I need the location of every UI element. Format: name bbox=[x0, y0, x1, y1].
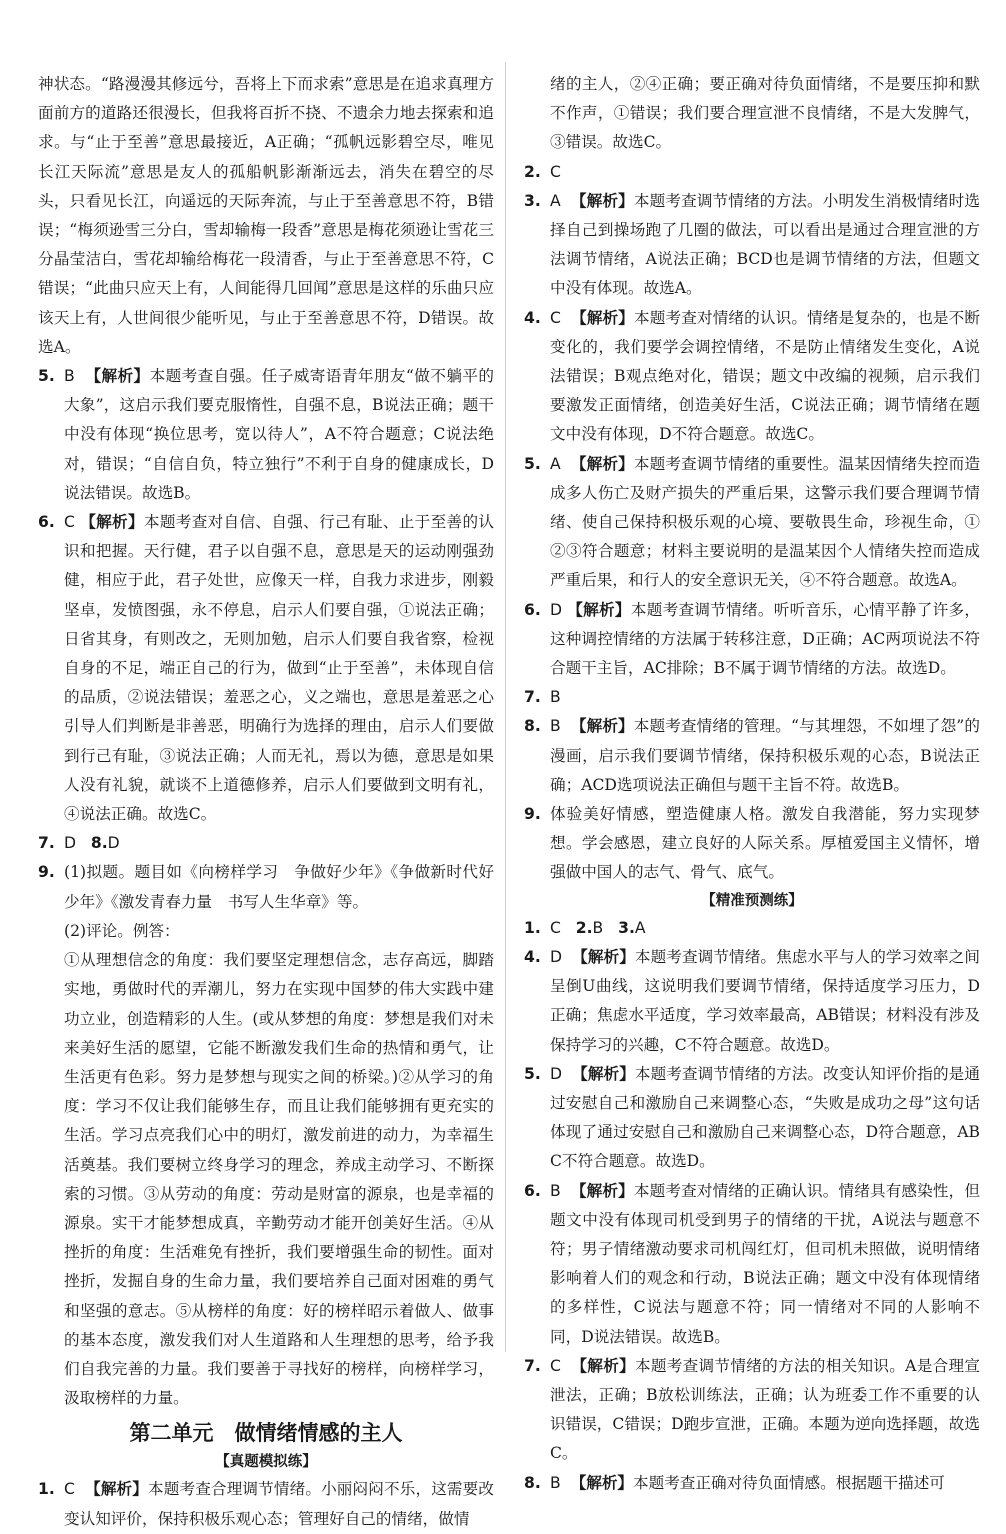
question-5 bbox=[38, 362, 494, 508]
answer-letter: A bbox=[550, 191, 561, 210]
answer-letter: C bbox=[64, 1480, 75, 1499]
question-number: 7. bbox=[38, 834, 55, 853]
answer-letter: D bbox=[550, 947, 563, 966]
analysis-text: 本题考查调节情绪的方法。小明发生消极情绪时选择自己到操场跑了几圈的做法，可以看出是通过合理宣泄的方法调节情绪，A说法正确；BCD也是调节情绪的方法，但题文中没有体现。故选A。 bbox=[550, 191, 980, 298]
answer-letter: B bbox=[64, 367, 75, 386]
analysis-tag: 【解析】 bbox=[570, 454, 634, 473]
analysis-tag: 【解析】 bbox=[80, 513, 144, 532]
predict-question-6 bbox=[524, 1177, 980, 1352]
analysis-text: 本题考查正确对待负面情感。根据题干描述可 bbox=[633, 1473, 945, 1492]
answer-letter: C bbox=[550, 918, 561, 937]
section-title: 【精准预测练】 bbox=[701, 892, 803, 909]
question-number: 6. bbox=[524, 600, 541, 619]
answer-letter: C bbox=[550, 162, 561, 181]
question-number: 6. bbox=[38, 513, 55, 532]
question-number: 2. bbox=[575, 918, 593, 937]
answer-letter: C bbox=[550, 308, 561, 327]
question-number: 3. bbox=[524, 191, 541, 210]
analysis-text: 本题考查调节情绪的重要性。温某因情绪失控而造成多人伤亡及财产损失的严重后果，这警示我们要合理调节情绪、使自己保持积极乐观的心境、要敬畏生命，珍视生命，①②③符合题意；材料主要说明的是温某因个人情绪失控而造成严重后果，和行人的安全意识无关，④不符合题意。故选A。 bbox=[550, 454, 980, 590]
question-number: 5. bbox=[38, 367, 55, 386]
analysis-tag: 【解析】 bbox=[85, 367, 150, 386]
analysis-tag: 【解析】 bbox=[572, 947, 635, 966]
question-number: 8. bbox=[524, 1473, 541, 1492]
question-number: 7. bbox=[524, 1356, 541, 1375]
predict-question-7 bbox=[524, 1352, 980, 1469]
unit2-question-1 bbox=[38, 1475, 494, 1533]
analysis-text: 本题考查调节情绪。焦虑水平与人的学习效率之间呈倒U曲线，这说明我们要调节情绪，保持适度学习压力，D正确；焦虑水平适度，学习效率最高，AB错误；材料没有涉及保持学习的兴趣，C不符合题意。故选D。 bbox=[550, 947, 980, 1054]
question-number: 4. bbox=[524, 947, 541, 966]
column-divider bbox=[505, 62, 506, 1352]
analysis-tag: 【解析】 bbox=[570, 717, 634, 736]
section-title: 【真题模拟练】 bbox=[215, 1454, 317, 1471]
question-6 bbox=[524, 596, 980, 684]
analysis-text: 本题考查情绪的管理。“与其埋怨，不如埋了怨”的漫画，启示我们要调节情绪，保持积极乐观的心态，B说法正确；ACD选项说法正确但与题干主旨不符。故选B。 bbox=[550, 717, 980, 794]
question-number: 1. bbox=[524, 918, 541, 937]
question-7-8 bbox=[38, 829, 494, 858]
answer-letter: D bbox=[64, 834, 77, 853]
analysis-tag: 【解析】 bbox=[567, 600, 631, 619]
analysis-text: 本题考查对情绪的认识。情绪是复杂的，也是不断变化的，我们要学会调控情绪，不是防止情绪发生变化，A说法错误；B观点绝对化，错误；题文中改编的视频，启示我们要激发正面情绪，创造美好生活，C说法正确；调节情绪在题文中没有体现，D不符合题意。故选C。 bbox=[550, 308, 980, 444]
predict-question-8 bbox=[524, 1469, 980, 1498]
question-3 bbox=[524, 187, 980, 304]
continued-explanation: 神状态。“路漫漫其修远兮，吾将上下而求索”意思是在追求真理方面前方的道路还很漫长，但我将百折不挠、不遗余力地去探索和追求。与“止于至善”意思最接近，A正确；“孤帆远影碧空尽，唯见长江天际流”意思是友人的孤船帆影渐渐远去，消失在碧空的尽头，只看见长江，向遥远的天际奔流，与止于至善意思不符，B错误；“梅须逊雪三分白，雪却输梅一段香”意思是梅花须逊让雪花三分晶莹洁白，雪花却输给梅花一段清香，与止于至善意思不符，C错误；“此曲只应天上有，人间能得几回闻”意思是这样的乐曲只应该天上有，人世间很少能听见，与止于至善意思不符，D错误。故选A。 bbox=[38, 75, 494, 356]
analysis-text: 本题考查调节情绪。听听音乐，心情平静了许多，这种调控情绪的方法属于转移注意，D正确；AC两项说法不符合题干主旨，AC排除；B不属于调节情绪的方法。故选D。 bbox=[550, 600, 980, 678]
analysis-tag: 【解析】 bbox=[570, 1181, 634, 1200]
answer-part-2: (2)评论。例答： bbox=[64, 921, 180, 940]
question-number: 9. bbox=[524, 805, 541, 824]
question-number: 3. bbox=[618, 918, 635, 937]
answer-letter: B bbox=[550, 1181, 561, 1200]
question-number: 9. bbox=[38, 863, 55, 882]
question-5 bbox=[524, 450, 980, 596]
answer-letter: B bbox=[550, 688, 561, 707]
answer-letter: D bbox=[550, 600, 563, 619]
answer-part-1: (1)拟题。题目如《向榜样学习 争做好少年》《争做新时代好少年》《激发青春力量 书写人生华章》等。 bbox=[64, 863, 494, 911]
answer-part-3: ①从理想信念的角度：我们要坚定理想信念，志存高远，脚踏实地，勇做时代的弄潮儿，努力在实现中国梦的伟大实践中建功立业，创造精彩的人生。(或从梦想的角度：梦想是我们对未来美好生活的愿望，它能不断激发我们生命的热情和勇气，让生活更有色彩。努力是梦想与现实之间的桥梁。)②从学习的角度：学习不仅让我们能够生存，而且让我们能够拥有更充实的生活。学习点亮我们心中的明灯，激发前进的动力，为幸福生活奠基。我们要树立终身学习的理念，养成主动学习、不断探索的习惯。③从劳动的角度：劳动是财富的源泉，也是幸福的源泉。实干才能梦想成真，辛勤劳动才能开创美好生活。④从挫折的角度：生活难免有挫折，我们要增强生命的韧性。面对挫折，发掘自身的生命力量，我们要培养自己面对困难的勇气和坚强的意志。⑤从榜样的角度：好的榜样昭示着做人、做事的基本态度，激发我们对人生道路和人生理想的思考，给予我们自我完善的力量。我们要善于寻找好的榜样，向榜样学习，汲取榜样的力量。 bbox=[64, 951, 494, 1408]
question-2 bbox=[524, 158, 980, 187]
question-4 bbox=[524, 304, 980, 450]
answer-letter: A bbox=[634, 918, 646, 937]
answer-letter: C bbox=[64, 513, 75, 532]
analysis-text: 本题考查调节情绪的方法的相关知识。A是合理宣泄法，正确；B放松训练法，正确；认为班委工作不重要的认识错误，C错误；D跑步宣泄，正确。本题为逆向选择题，故选C。 bbox=[550, 1356, 980, 1463]
analysis-text: 本题考查对自信、自强、行己有耻、止于至善的认识和把握。天行健，君子以自强不息，意思是天的运动刚强劲健，相应于此，君子处世，应像天一样，自我力求进步，刚毅坚卓，发愤图强，永不停息，启示人们要自强，①说法正确；日省其身，有则改之，无则加勉，启示人们要自我省察，检视自身的不足，端正自己的行为，做到“止于至善”，未体现自信的品质，②说法错误；羞恶之心，义之端也，意思是羞恶之心引导人们判断是非善恶，明确行为选择的理由，启示人们要做到行己有耻，③说法正确；人而无礼，焉以为德，意思是如果人没有礼貌，就谈不上道德修养，启示人们要做到文明有礼，④说法正确。故选C。 bbox=[64, 513, 494, 824]
continued-explanation: 绪的主人，②④正确；要正确对待负面情绪，不是要压抑和默不作声，①错误；我们要合理宣泄不良情绪，不是大发脾气，③错误。故选C。 bbox=[550, 75, 980, 152]
analysis-text: 本题考查自强。任子威寄语青年朋友“做不躺平的大象”，这启示我们要克服惰性，自强不息，B说法正确；题干中没有体现“换位思考，宽以待人”，A不符合题意；C说法绝对，错误；“自信自负，特立独行”不利于自身的健康成长，D说法错误。故选B。 bbox=[64, 367, 494, 502]
question-6 bbox=[38, 508, 494, 829]
answer-letter: D bbox=[550, 1064, 563, 1083]
question-1-2-3 bbox=[524, 914, 980, 943]
answer-letter: C bbox=[550, 1356, 561, 1375]
question-9 bbox=[524, 800, 980, 888]
analysis-tag: 【解析】 bbox=[570, 1473, 634, 1492]
analysis-tag: 【解析】 bbox=[571, 1356, 635, 1375]
question-number: 5. bbox=[524, 454, 541, 473]
question-number: 5. bbox=[524, 1064, 541, 1083]
analysis-text: 本题考查合理调节情绪。小丽闷闷不乐，这需要改变认知评价，保持积极乐观心态；管理好自己的情绪，做情 bbox=[64, 1480, 494, 1528]
question-number: 4. bbox=[524, 308, 541, 327]
analysis-tag: 【解析】 bbox=[572, 1064, 635, 1083]
question-number: 2. bbox=[524, 162, 541, 181]
unit-title: 第二单元 做情绪情感的主人 bbox=[129, 1421, 403, 1446]
analysis-tag: 【解析】 bbox=[571, 308, 635, 327]
analysis-text: 本题考查对情绪的正确认识。情绪具有感染性，但题文中没有体现司机受到男子的情绪的干扰，A说法与题意不符；男子情绪激动要求司机闯红灯，但司机未照做，说明情绪影响着人们的观念和行动，B说法正确；题文中没有体现情绪的多样性，C说法与题意不符；同一情绪对不同的人影响不同，D说法错误。故选B。 bbox=[550, 1181, 980, 1346]
analysis-text: 本题考查调节情绪的方法。改变认知评价指的是通过安慰自己和激励自己来调整心态，“失败是成功之母”这句话体现了通过安慰自己和激励自己来调整心态，D符合题意，ABC不符合题意。故选D。 bbox=[550, 1064, 980, 1171]
question-9 bbox=[38, 858, 494, 916]
question-number: 8. bbox=[524, 717, 541, 736]
analysis-tag: 【解析】 bbox=[570, 191, 634, 210]
question-number: 6. bbox=[524, 1181, 541, 1200]
answer-letter: B bbox=[550, 1473, 561, 1492]
question-number: 8. bbox=[90, 834, 108, 853]
question-7 bbox=[524, 683, 980, 712]
answer-letter: A bbox=[550, 454, 561, 473]
right-column bbox=[524, 70, 980, 1498]
analysis-tag: 【解析】 bbox=[85, 1480, 149, 1499]
left-column bbox=[38, 70, 494, 1534]
question-number: 7. bbox=[524, 688, 541, 707]
question-8 bbox=[524, 712, 980, 800]
predict-question-5 bbox=[524, 1060, 980, 1177]
answer-letter: B bbox=[592, 918, 604, 937]
question-number: 1. bbox=[38, 1480, 55, 1499]
predict-question-4 bbox=[524, 943, 980, 1060]
answer-text: 体验美好情感，塑造健康人格。激发自我潜能，努力实现梦想。学会感恩，建立良好的人际关系。厚植爱国主义情怀，增强做中国人的志气、骨气、底气。 bbox=[550, 805, 980, 882]
answer-letter: B bbox=[550, 717, 561, 736]
answer-letter: D bbox=[107, 834, 120, 853]
